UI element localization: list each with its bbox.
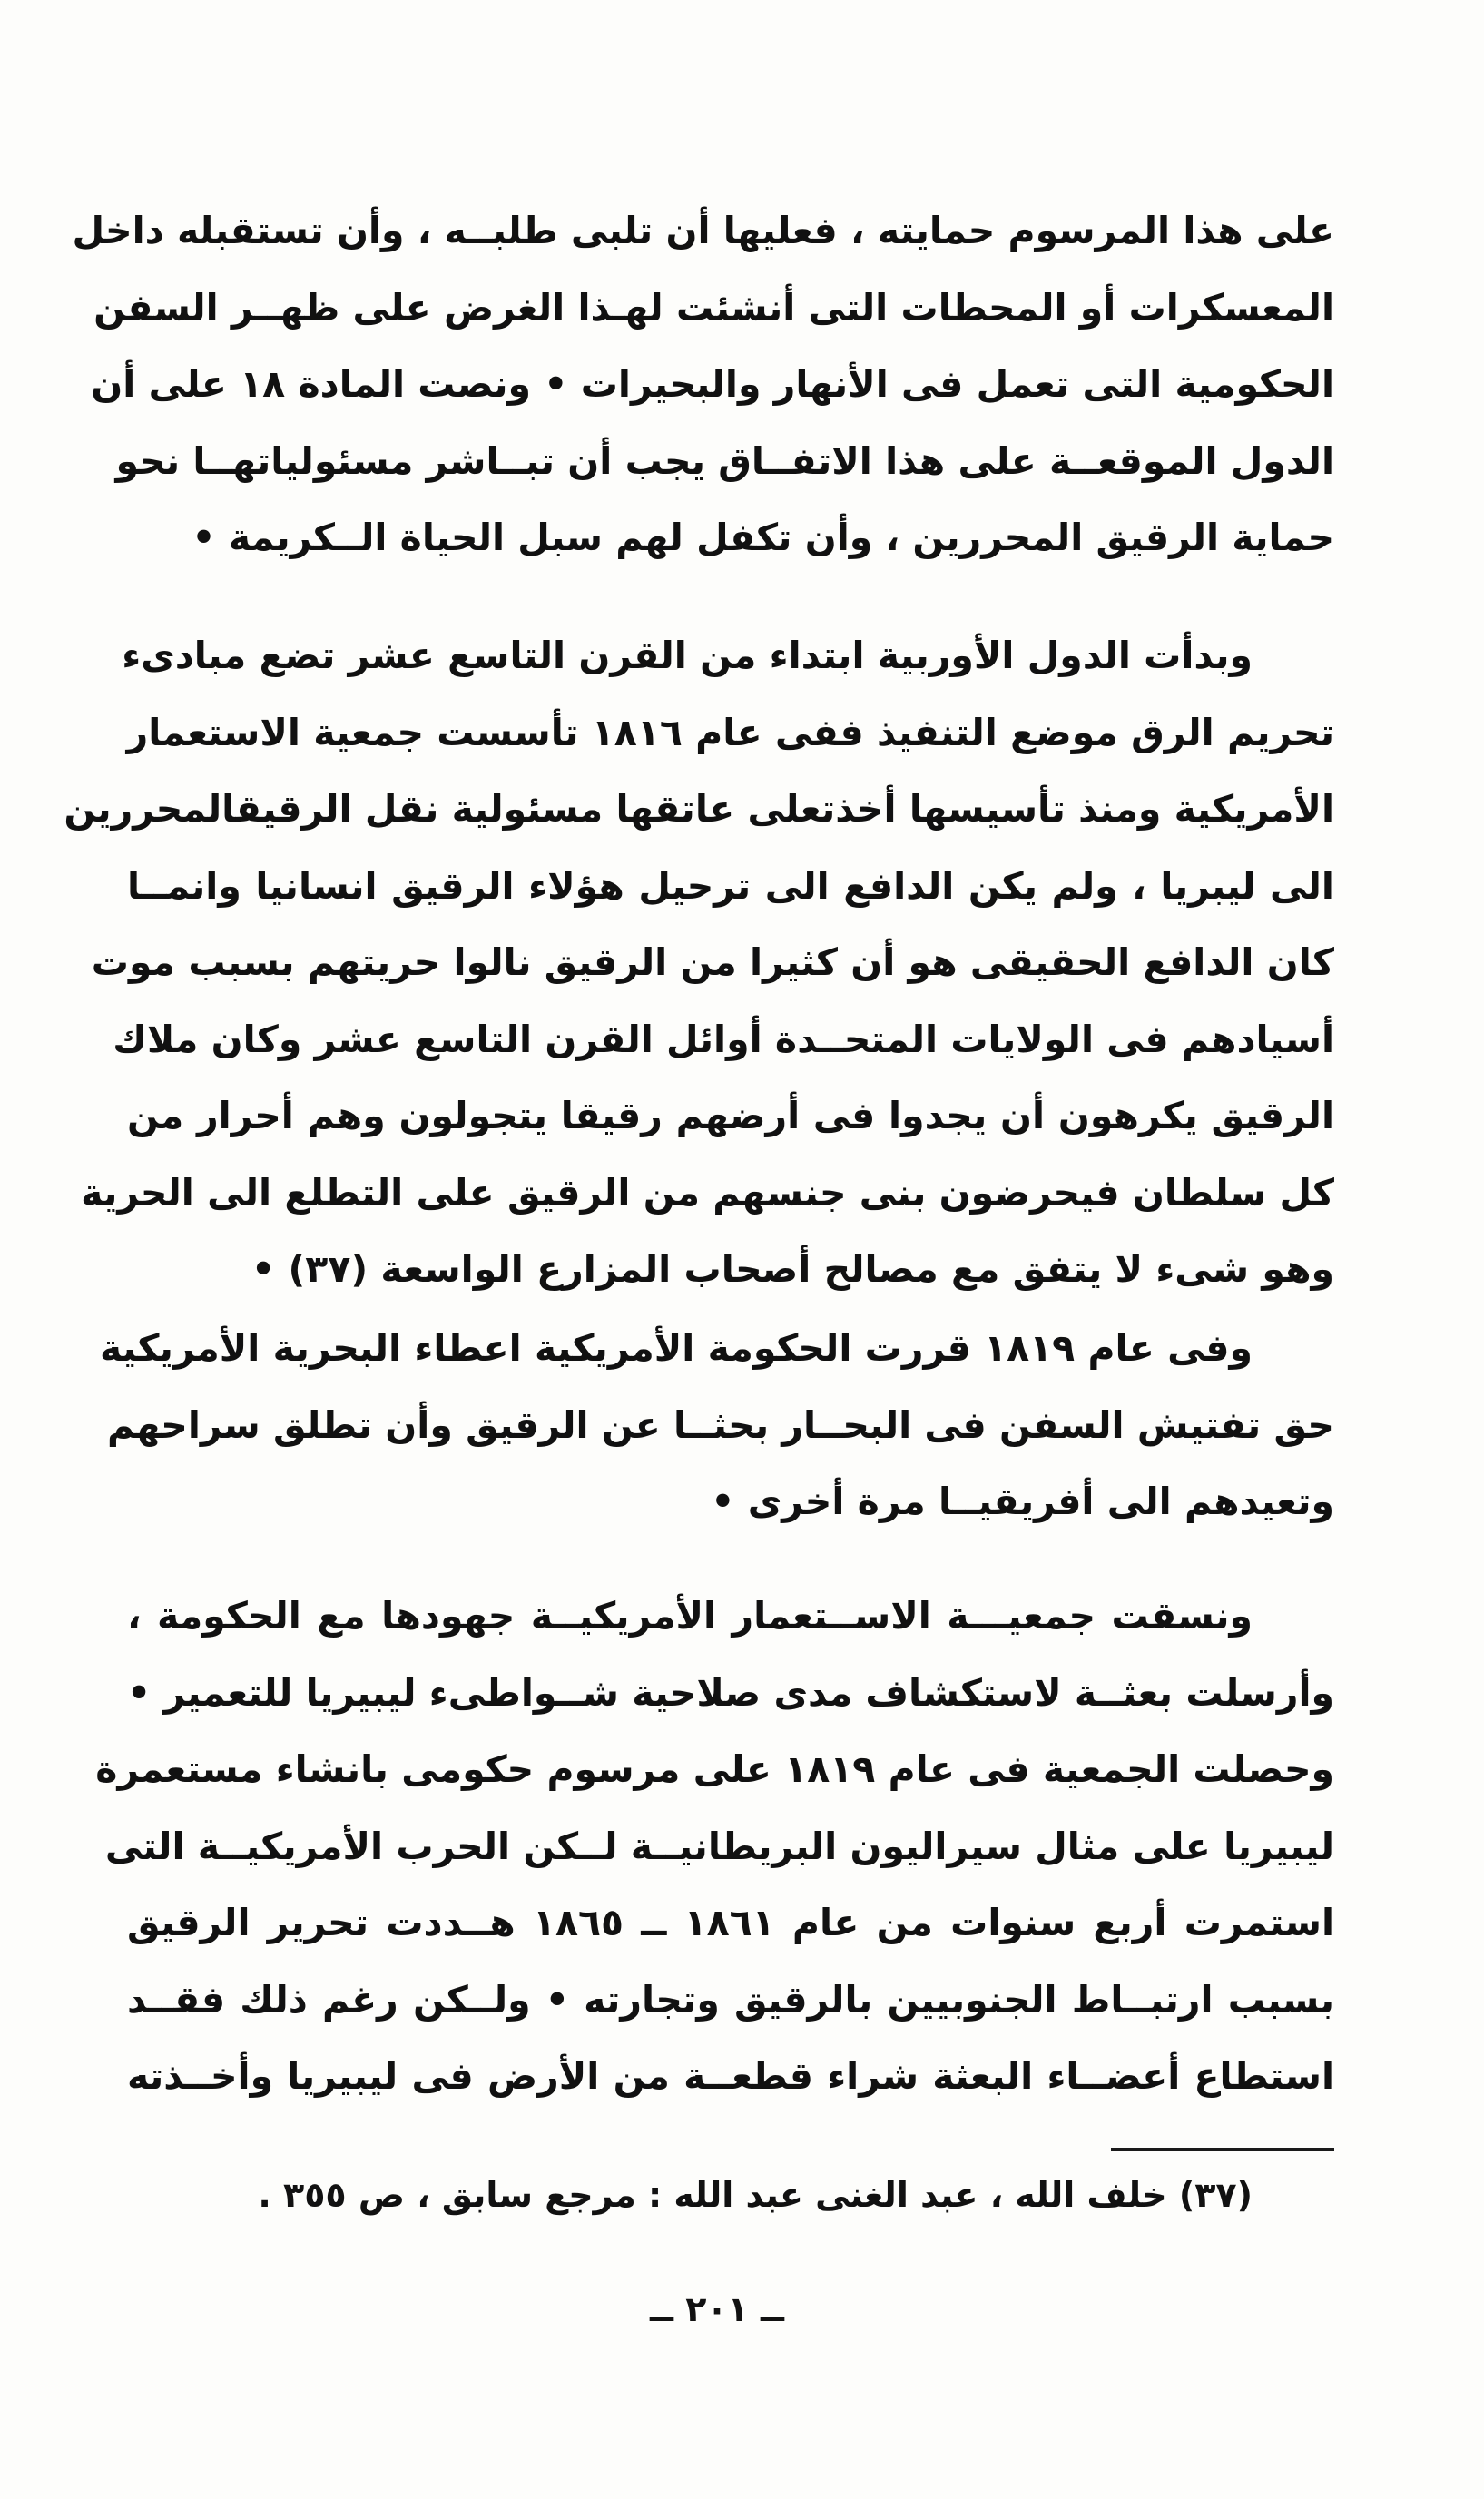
text-line: الحكومية التى تعمل فى الأنهار والبحيرات • ونصت المادة ١٨ على أن bbox=[91, 362, 1334, 406]
text-line: الأمريكية ومنذ تأسيسها أخذتعلى عاتقها مسئولية نقل الرقيقالمحررين bbox=[64, 787, 1334, 831]
text-line: كان الدافع الحقيقى هو أن كثيرا من الرقيق نالوا حريتهم بسبب موت bbox=[91, 940, 1334, 984]
text-line: وبدأت الدول الأوربية ابتداء من القرن التاسع عشر تضع مبادىء bbox=[122, 634, 1253, 677]
text-line: استطاع أعضــاء البعثة شراء قطعــة من الأرض فى ليبيريا وأخــذته bbox=[127, 2054, 1334, 2098]
footnote: (٣٧) خلف الله ، عبد الغنى عبد الله : مرجع سابق ، ص ٣٥٥ . bbox=[258, 2175, 1253, 2215]
text-line: الى ليبريا ، ولم يكن الدافع الى ترحيل هؤلاء الرقيق انسانيا وانمــا bbox=[127, 863, 1334, 908]
paragraph-4 bbox=[95, 1578, 1335, 2115]
paragraph-3 bbox=[100, 1310, 1334, 1540]
text-line: وتعيدهم الى أفريقيــا مرة أخرى • bbox=[711, 1480, 1334, 1523]
page-number: ــ ٢٠١ ــ bbox=[649, 2289, 785, 2329]
text-line: أسيادهم فى الولايات المتحــدة أوائل القرن التاسع عشر وكان ملاك bbox=[113, 1017, 1334, 1061]
text-line: الرقيق يكرهون أن يجدوا فى أرضهم رقيقا يتجولون وهم أحرار من bbox=[127, 1094, 1334, 1137]
text-line: على هذا المرسوم حمايته ، فعليها أن تلبى طلبــه ، وأن تستقبله داخل bbox=[72, 209, 1334, 252]
text-line: وحصلت الجمعية فى عام ١٨١٩ على مرسوم حكومى بانشاء مستعمرة bbox=[95, 1747, 1334, 1791]
text-line: بسبب ارتبــاط الجنوبيين بالرقيق وتجارته • ولــكن رغم ذلك فقــد bbox=[127, 1977, 1334, 2022]
text-line: حق تفتيش السفن فى البحــار بحثــا عن الرقيق وأن تطلق سراحهم bbox=[107, 1402, 1334, 1447]
text-line: الدول الموقعــة على هذا الاتفــاق يجب أن تبــاشر مسئولياتهــا نحو bbox=[115, 438, 1334, 483]
text-line: استمرت أربع سنوات من عام ١٨٦١ ــ ١٨٦٥ هــددت تحرير الرقيق bbox=[127, 1901, 1335, 1944]
text-line: ونسقت جمعيـــة الاســتعمار الأمريكيــة جهودها مع الحكومة ، bbox=[127, 1594, 1253, 1638]
text-line: المعسكرات أو المحطات التى أنشئت لهـذا الغرض على ظهــر السفن bbox=[93, 285, 1334, 330]
text-line: تحريم الرق موضع التنفيذ ففى عام ١٨١٦ تأسست جمعية الاستعمار bbox=[126, 710, 1334, 754]
paragraph-1 bbox=[72, 192, 1334, 576]
text-line: ليبيريا على مثال سيراليون البريطانيــة لــكن الحرب الأمريكيــة التى bbox=[104, 1824, 1334, 1868]
footnote-divider bbox=[1111, 2148, 1334, 2151]
paragraph-2 bbox=[64, 617, 1334, 1308]
text-line: حماية الرقيق المحررين ، وأن تكفل لهم سبل الحياة الــكريمة • bbox=[192, 516, 1334, 559]
text-line: وفى عام ١٨١٩ قررت الحكومة الأمريكية اعطاء البحرية الأمريكية bbox=[100, 1326, 1253, 1370]
text-line: وأرسلت بعثــة لاستكشاف مدى صلاحية شــواطىء ليبيريا للتعمير • bbox=[127, 1670, 1334, 1715]
text-line: كل سلطان فيحرضون بنى جنسهم من الرقيق على التطلع الى الحرية bbox=[81, 1170, 1334, 1215]
text-line: وهو شىء لا يتفق مع مصالح أصحاب المزارع الواسعة (٣٧) • bbox=[251, 1247, 1334, 1291]
